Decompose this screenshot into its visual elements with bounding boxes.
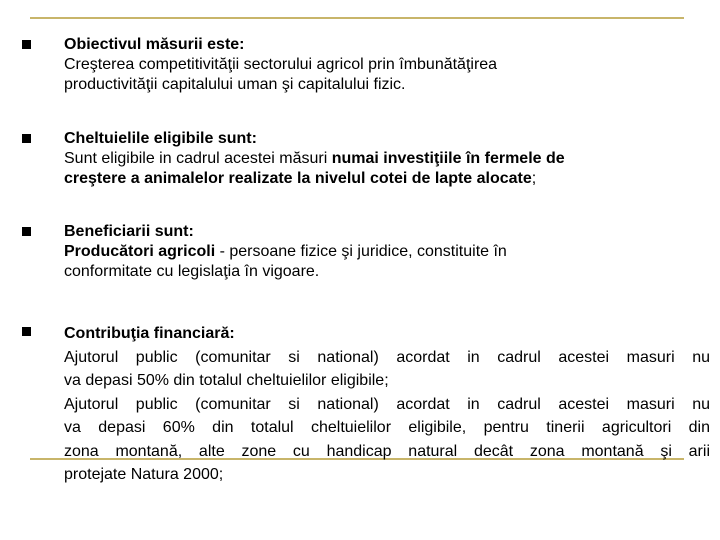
bullet-financial-contribution xyxy=(22,322,710,483)
bullet-text: Sunt eligibile in cadrul acestei măsuri xyxy=(64,150,332,167)
bullet-text-line: productivităţii capitalului uman şi capitalului fizic. xyxy=(64,76,406,93)
bullet-text-line xyxy=(64,242,714,262)
bullet-title: Obiectivul măsurii este: xyxy=(64,36,245,53)
bullet-text-line xyxy=(64,169,714,189)
bullet-text-line xyxy=(64,149,714,169)
bullet-text-line: Ajutorul public (comunitar si national) acordat in cadrul acestei masuri nu xyxy=(64,348,710,366)
bullet-objective xyxy=(22,35,498,93)
bullet-text: - persoane fizice şi juridice, constituite în xyxy=(215,243,507,260)
bullet-bold-text: Producători agricoli xyxy=(64,243,216,260)
bullet-title: Beneficiarii sunt: xyxy=(64,223,194,240)
bullet-text-line: Creşterea competitivităţii sectorului agricol prin îmbunătăţirea xyxy=(64,56,498,73)
bullet-text-line: va depasi 50% din totalul cheltuielilor eligibile; xyxy=(64,372,389,389)
bullet-eligible-costs xyxy=(22,129,565,187)
bullet-text-line: Ajutorul public (comunitar si national) acordat in cadrul acestei masuri nu xyxy=(64,395,710,413)
bullet-beneficiaries xyxy=(22,222,507,280)
bullet-bold-text: numai investiţiile în fermele de xyxy=(331,150,565,167)
square-bullet-icon xyxy=(22,40,31,49)
bullet-bold-text: creştere a animalelor realizate la nivelul cotei de lapte alocate xyxy=(64,170,532,187)
bullet-title: Cheltuielile eligibile sunt: xyxy=(64,130,257,147)
bullet-objective-content xyxy=(64,35,714,95)
square-bullet-icon xyxy=(22,227,31,236)
bullet-financial-contribution-content xyxy=(64,322,714,487)
bullet-eligible-costs-content xyxy=(64,129,714,189)
bullet-beneficiaries-content xyxy=(64,222,714,282)
bullet-title: Contribuţia financiară: xyxy=(64,325,235,342)
bullet-text-line: conformitate cu legislaţia în vigoare. xyxy=(64,263,320,280)
bullet-text-line: va depasi 60% din totalul cheltuielilor eligibile, pentru tinerii agricultori din xyxy=(64,419,710,436)
bullet-text: ; xyxy=(531,170,537,187)
square-bullet-icon xyxy=(22,134,31,143)
bullet-text-line: zona montană, alte zone cu handicap natural decât zona montană şi arii xyxy=(64,442,710,460)
top-divider xyxy=(30,17,684,19)
bullet-text-line: protejate Natura 2000; xyxy=(64,466,224,483)
square-bullet-icon xyxy=(22,327,31,336)
